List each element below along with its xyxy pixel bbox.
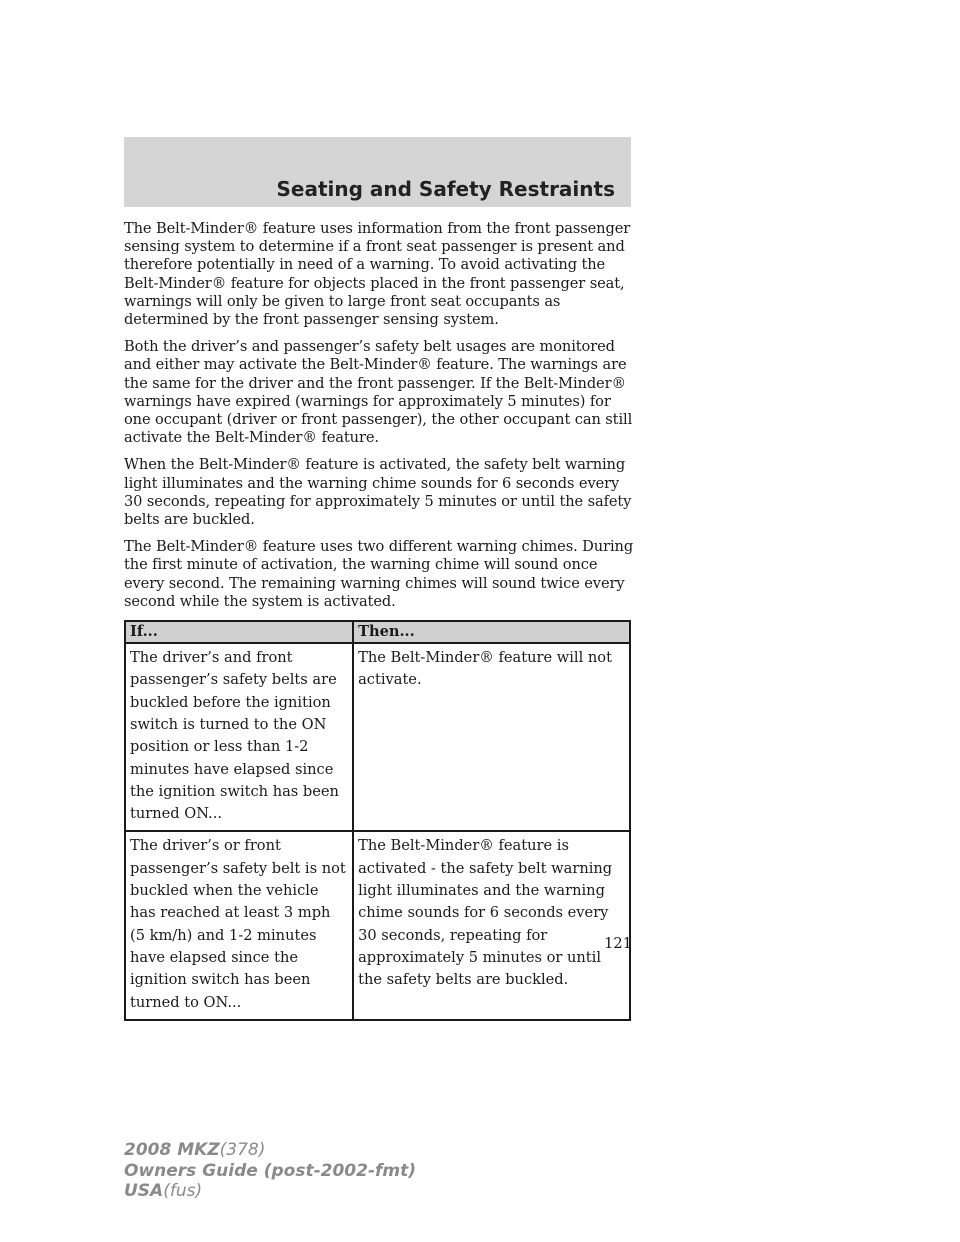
paragraph-activation-behavior: When the Belt-Minder® feature is activated, the safety belt warning light illuminates and the warning chime sounds for 6 seconds every 30 seconds, repeating for approximately 5 minutes or until the safety belts are buckled. [124,456,632,529]
if-then-table [124,620,631,1021]
footer-market-code: (fus) [163,1181,203,1201]
table-header-then: Then... [353,621,630,643]
footer-market: USA [124,1181,164,1201]
paragraph-belt-minder-sensing: The Belt-Minder® feature uses information from the front passenger sensing system to determine if a front seat passenger is present and therefore potentially in need of a warning. To avoid activating the Belt-Minder® feature for objects placed in the front passenger seat, warnings will only be given to large front seat occupants as determined by the front passenger sensing system. [124,220,631,329]
footer-model-code: (378) [219,1140,266,1160]
table-header-if: If... [125,621,353,643]
table-cell-then: The Belt-Minder® feature will not activate. [353,643,630,831]
page-number: 121 [604,935,632,952]
footer-model-year: 2008 MKZ [124,1140,220,1160]
table-header-row [125,621,630,643]
footer-line-market [124,1181,416,1202]
table-row [125,643,630,831]
page-content [124,220,634,1021]
footer-guide-format: Owners Guide (post-2002-fmt) [124,1160,417,1181]
footer-line-model [124,1140,416,1161]
paragraph-belt-usage-monitoring: Both the driver’s and passenger’s safety belt usages are monitored and either may activate the Belt-Minder® feature. The warnings are the same for the driver and the front passenger. If the Belt-Minder® warnings have expired (warnings for approximately 5 minutes) for one occupant (driver or front passenger), the other occupant can still activate the Belt-Minder® feature. [124,338,633,447]
section-header-band [124,137,631,207]
table-row [125,831,630,1019]
paragraph-warning-chimes: The Belt-Minder® feature uses two different warning chimes. During the first minute of activation, the warning chime will sound once every second. The remaining warning chimes will sound twice every second while the system is activated. [124,538,634,610]
table-cell-if: The driver’s or front passenger’s safety belt is not buckled when the vehicle has reached at least 3 mph (5 km/h) and 1-2 minutes have elapsed since the ignition switch has been turned to ON... [125,831,353,1019]
table-cell-if: The driver’s and front passenger’s safety belts are buckled before the ignition switch is turned to the ON position or less than 1-2 minutes have elapsed since the ignition switch has been turned ON... [125,643,353,831]
document-footer [124,1140,416,1202]
table-cell-then: The Belt-Minder® feature is activated - the safety belt warning light illuminates and the warning chime sounds for 6 seconds every 30 seconds, repeating for approximately 5 minutes or until the safety belts are buckled. [353,831,630,1019]
section-title: Seating and Safety Restraints [276,177,615,201]
